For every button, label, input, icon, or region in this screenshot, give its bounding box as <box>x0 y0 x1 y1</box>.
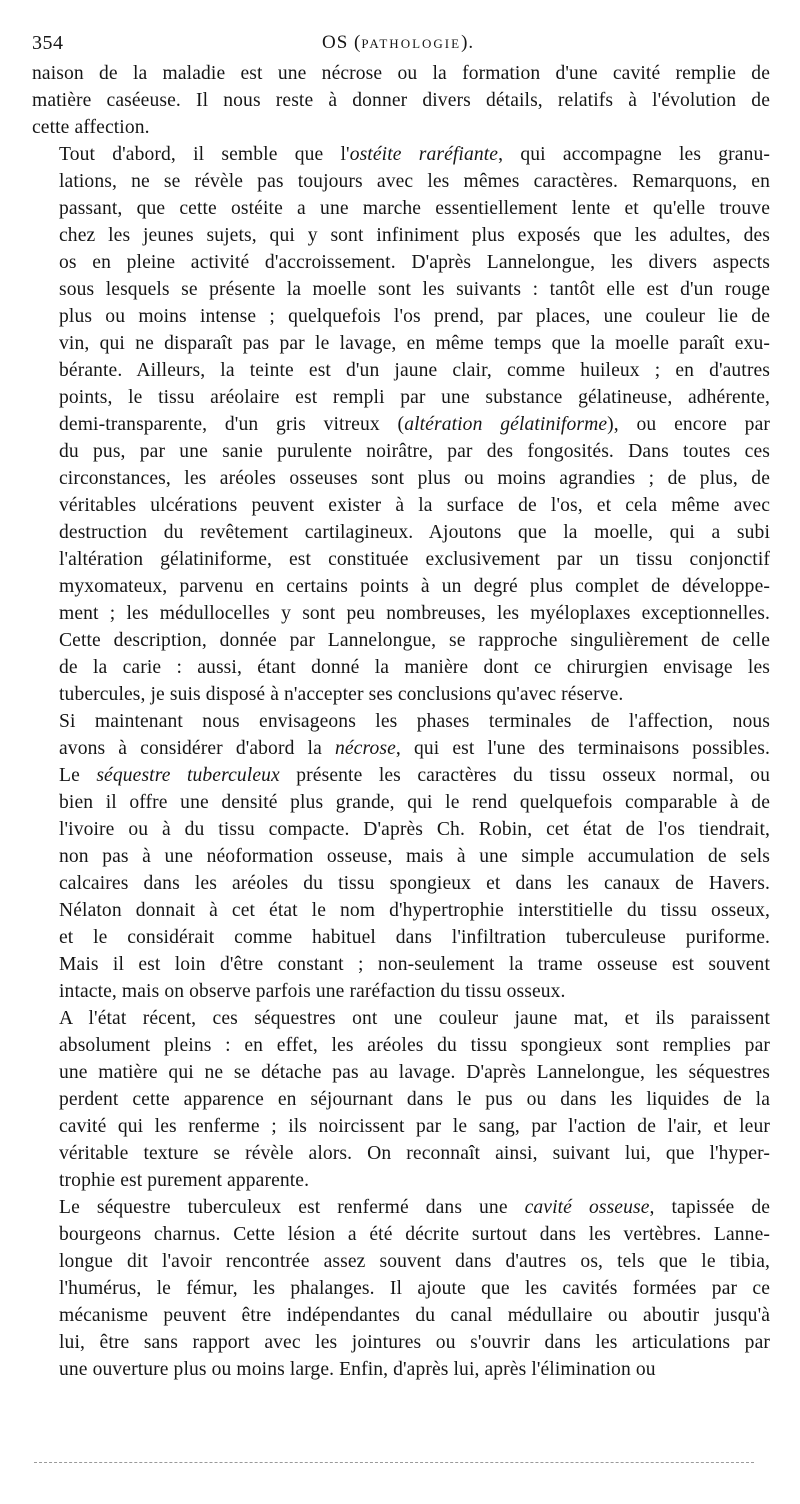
text-line: lui, être sans rapport avec les jointures ou s'ouvrir dans les articulations par <box>59 1332 770 1353</box>
text-line: bien il offre une densité plus grande, qui le rend quelquefois comparable à de <box>59 792 770 813</box>
text-line: vin, qui ne disparaît pas par le lavage, en même temps que la moelle paraît exu- <box>59 333 770 354</box>
text-line: A l'état récent, ces séquestres ont une couleur jaune mat, et ils paraissent <box>59 1008 770 1029</box>
text-line: ment ; les médullocelles y sont peu nombreuses, les myéloplaxes exceptionnelles. <box>59 603 770 624</box>
text-line: longue dit l'avoir rencontrée assez souvent dans d'autres os, tels que le tibia, <box>59 1251 770 1272</box>
text-line: bérante. Ailleurs, la teinte est d'un jaune clair, comme huileux ; en d'autres <box>59 360 770 381</box>
text-line: sous lesquels se présente la moelle sont les suivants : tantôt elle est d'un rouge <box>59 279 770 300</box>
text-line: os en pleine activité d'accroissement. D'après Lannelongue, les divers aspects <box>59 252 770 273</box>
text-line: myxomateux, parvenu en certains points à un degré plus complet de développe- <box>59 576 770 597</box>
text-line: Le séquestre tuberculeux est renfermé dans une cavité osseuse, tapissée de <box>59 1197 771 1218</box>
paragraph <box>32 141 770 708</box>
running-title-section: PATHOLOGIE <box>361 36 462 51</box>
text-line: intacte, mais on observe parfois une raréfaction du tissu osseux. <box>59 981 566 1002</box>
text-line: perdent cette apparence en séjournant dans le pus ou dans les liquides de la <box>59 1089 770 1110</box>
text-line: véritable texture se révèle alors. On reconnaît ainsi, suivant lui, que l'hyper- <box>59 1143 770 1164</box>
text-line: l'ivoire ou à du tissu compacte. D'après Ch. Robin, cet état de l'os tiendrait, <box>59 819 770 840</box>
text-line: points, le tissu aréolaire est rempli par une substance gélatineuse, adhérente, <box>59 387 770 408</box>
text-line: bourgeons charnus. Cette lésion a été décrite surtout dans les vertèbres. Lanne- <box>59 1224 770 1245</box>
text-line: une ouverture plus ou moins large. Enfin, d'après lui, après l'élimination ou <box>59 1359 656 1380</box>
paragraph <box>32 1005 770 1194</box>
text-line: Si maintenant nous envisageons les phases terminales de l'affection, nous <box>59 711 770 732</box>
text-line: l'altération gélatiniforme, est constituée exclusivement par un tissu conjonctif <box>59 549 770 570</box>
text-line: Cette description, donnée par Lannelongue, se rapproche singulièrement de celle <box>59 630 770 651</box>
text-line: cette affection. <box>32 117 150 138</box>
page-number: 354 <box>32 32 64 54</box>
text-line: plus ou moins intense ; quelquefois l'os prend, par places, une couleur lie de <box>59 306 770 327</box>
text-line: mécanisme peuvent être indépendantes du canal médullaire ou aboutir jusqu'à <box>59 1305 770 1326</box>
paragraph <box>32 708 770 1005</box>
text-line: avons à considérer d'abord la nécrose, qui est l'une des terminaisons possibles. <box>59 738 770 759</box>
text-line: Nélaton donnait à cet état le nom d'hypertrophie interstitielle du tissu osseux, <box>59 900 770 921</box>
running-title <box>322 32 474 54</box>
running-title-main: OS ( <box>322 32 362 53</box>
text-line: demi-transparente, d'un gris vitreux (altération gélatiniforme), ou encore par <box>59 414 770 435</box>
paragraph <box>32 60 770 141</box>
text-line: non pas à une néoformation osseuse, mais à une simple accumulation de sels <box>59 846 770 867</box>
text-line: Tout d'abord, il semble que l'ostéite raréfiante, qui accompagne les granu- <box>59 144 770 165</box>
text-line: circonstances, les aréoles osseuses sont plus ou moins agrandies ; de plus, de <box>59 468 770 489</box>
text-line: destruction du revêtement cartilagineux. Ajoutons que la moelle, qui a subi <box>59 522 770 543</box>
text-line: trophie est purement apparente. <box>59 1170 310 1191</box>
text-line: de la carie : aussi, étant donné la manière dont ce chirurgien envisage les <box>59 657 770 678</box>
text-line: lations, ne se révèle pas toujours avec les mêmes caractères. Remarquons, en <box>59 171 770 192</box>
text-line: passant, que cette ostéite a une marche essentiellement lente et qu'elle trouve <box>59 198 770 219</box>
text-line: une matière qui ne se détache pas au lavage. D'après Lannelongue, les séquestres <box>59 1062 770 1083</box>
footer-rule <box>34 1462 754 1463</box>
text-line: et le considérait comme habituel dans l'infiltration tuberculeuse puriforme. <box>59 927 770 948</box>
text-line: chez les jeunes sujets, qui y sont infiniment plus exposés que les adultes, des <box>59 225 770 246</box>
text-line: cavité qui les renferme ; ils noircissent par le sang, par l'action de l'air, et leur <box>59 1116 770 1137</box>
running-header <box>32 26 770 60</box>
book-page <box>32 26 770 1383</box>
text-line: du pus, par une sanie purulente noirâtre, par des fongosités. Dans toutes ces <box>59 441 770 462</box>
text-line: véritables ulcérations peuvent exister à la surface de l'os, et cela même avec <box>59 495 770 516</box>
text-line: matière caséeuse. Il nous reste à donner divers détails, relatifs à l'évolution de <box>32 90 770 111</box>
text-line: l'humérus, le fémur, les phalanges. Il ajoute que les cavités formées par ce <box>59 1278 770 1299</box>
text-line: tubercules, je suis disposé à n'accepter ses conclusions qu'avec réserve. <box>59 684 624 705</box>
text-line: naison de la maladie est une nécrose ou la formation d'une cavité remplie de <box>32 63 770 84</box>
text-line: absolument pleins : en effet, les aréoles du tissu spongieux sont remplies par <box>59 1035 770 1056</box>
paragraph <box>32 1194 770 1383</box>
body-text <box>32 60 770 1383</box>
text-line: calcaires dans les aréoles du tissu spongieux et dans les canaux de Havers. <box>59 873 770 894</box>
running-title-end: ). <box>461 32 475 53</box>
text-line: Mais il est loin d'être constant ; non-seulement la trame osseuse est souvent <box>59 954 770 975</box>
text-line: Le séquestre tuberculeux présente les caractères du tissu osseux normal, ou <box>59 765 770 786</box>
